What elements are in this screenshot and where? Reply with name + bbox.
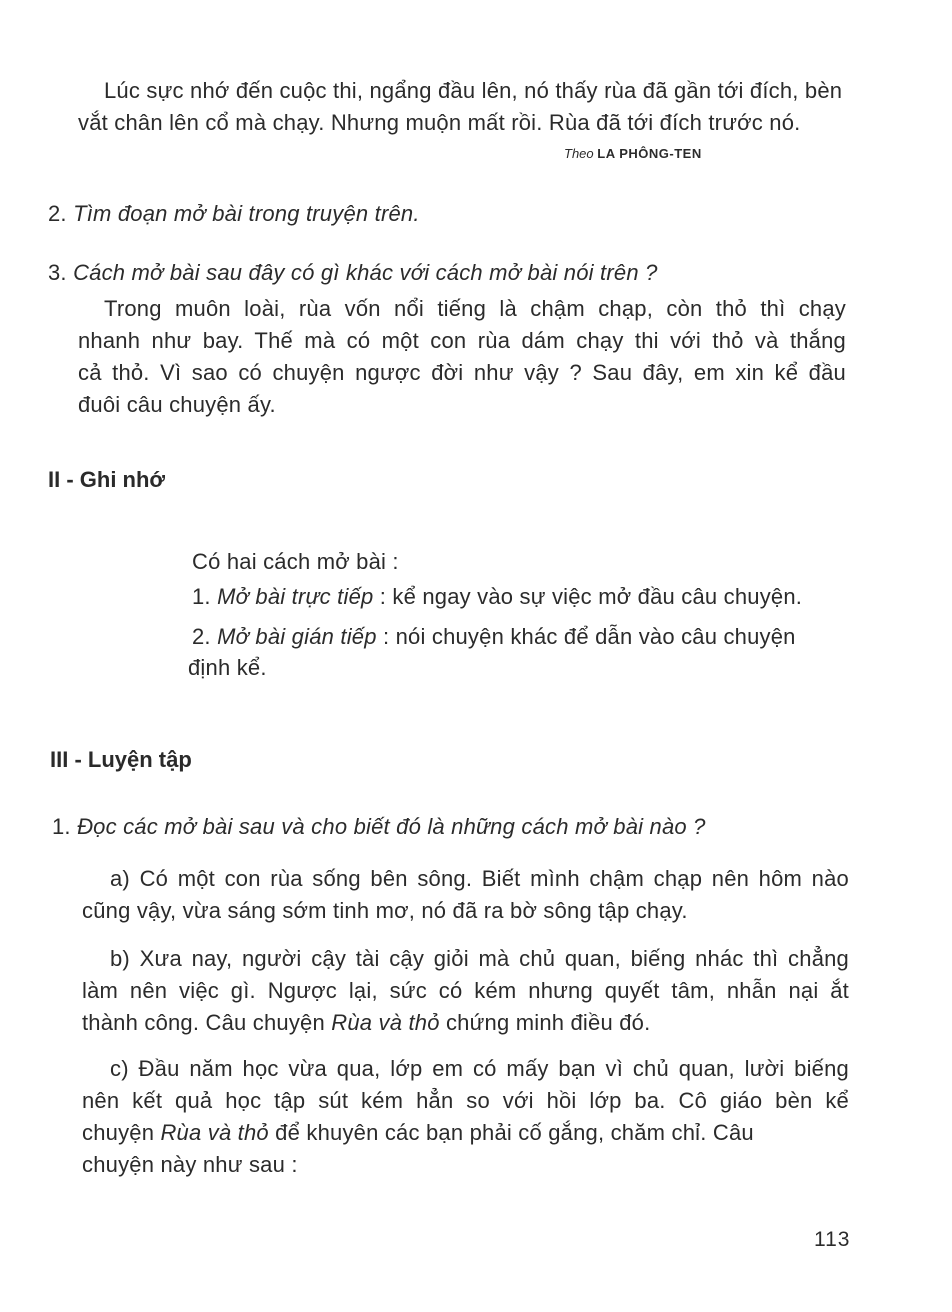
q3-passage-line-3: cả thỏ. Vì sao có chuyện ngược đời như vậy ? Sau đây, em xin kể đầu xyxy=(78,360,846,385)
option-b-line-1: b) Xưa nay, người cậy tài cậy giỏi mà chủ quan, biếng nhác thì chẳng xyxy=(110,946,849,971)
option-c-line-3 xyxy=(82,1118,754,1148)
memo-item-2-number: 2. xyxy=(192,624,211,649)
source-attribution xyxy=(564,145,702,163)
exercise-1 xyxy=(52,812,706,842)
q3-passage-line-4: đuôi câu chuyện ấy. xyxy=(78,392,276,417)
source-prefix: Theo xyxy=(564,146,594,161)
memo-item-1 xyxy=(192,582,802,612)
option-b-line-3 xyxy=(82,1008,650,1038)
option-c-line-3-pre: chuyện xyxy=(82,1120,161,1145)
option-b-story-title: Rùa và thỏ xyxy=(331,1010,440,1035)
option-a-line-1: a) Có một con rùa sống bên sông. Biết mình chậm chạp nên hôm nào xyxy=(110,866,849,891)
question-2-number: 2. xyxy=(48,201,67,226)
option-b-line-2: làm nên việc gì. Ngược lại, sức có kém nhưng quyết tâm, nhẫn nại ắt xyxy=(82,978,849,1003)
question-2 xyxy=(48,199,420,229)
exercise-1-text: Đọc các mở bài sau và cho biết đó là những cách mở bài nào ? xyxy=(77,814,706,839)
question-3-number: 3. xyxy=(48,260,67,285)
question-2-text: Tìm đoạn mở bài trong truyện trên. xyxy=(73,201,420,226)
question-3-text: Cách mở bài sau đây có gì khác với cách mở bài nói trên ? xyxy=(73,260,658,285)
option-b-line-3-pre: thành công. Câu chuyện xyxy=(82,1010,332,1035)
page-number: 113 xyxy=(814,1228,851,1251)
section-2-heading: II - Ghi nhớ xyxy=(48,467,166,492)
q3-passage-line-1: Trong muôn loài, rùa vốn nổi tiếng là chậm chạp, còn thỏ thì chạy xyxy=(104,296,846,321)
intro-line-2: vắt chân lên cổ mà chạy. Nhưng muộn mất rồi. Rùa đã tới đích trước nó. xyxy=(78,110,801,135)
question-3 xyxy=(48,258,658,288)
memo-item-2-rest: : nói chuyện khác để dẫn vào câu chuyện xyxy=(376,624,796,649)
exercise-1-number: 1. xyxy=(52,814,71,839)
option-b-line-3-post: chứng minh điều đó. xyxy=(439,1010,651,1035)
memo-item-2-line-2: định kể. xyxy=(188,655,267,680)
option-c-line-3-post: để khuyên các bạn phải cố gắng, chăm chỉ. Câu xyxy=(268,1120,754,1145)
memo-item-2 xyxy=(192,622,796,652)
q3-passage-line-2: nhanh như bay. Thế mà có một con rùa dám chạy thi với thỏ và thắng xyxy=(78,328,846,353)
section-3-heading: III - Luyện tập xyxy=(50,747,192,772)
option-c-line-1: c) Đầu năm học vừa qua, lớp em có mấy bạn vì chủ quan, lười biếng xyxy=(110,1056,849,1081)
memo-item-1-term: Mở bài trực tiếp xyxy=(217,584,374,609)
source-author: LA PHÔNG-TEN xyxy=(597,146,702,161)
memo-intro: Có hai cách mở bài : xyxy=(192,549,399,574)
memo-item-2-term: Mở bài gián tiếp xyxy=(217,624,377,649)
intro-line-1: Lúc sực nhớ đến cuộc thi, ngẩng đầu lên, nó thấy rùa đã gần tới đích, bèn xyxy=(104,78,843,103)
memo-item-1-number: 1. xyxy=(192,584,211,609)
option-c-story-title: Rùa và thỏ xyxy=(160,1120,269,1145)
option-c-line-4: chuyện này như sau : xyxy=(82,1152,298,1177)
option-a-line-2: cũng vậy, vừa sáng sớm tinh mơ, nó đã ra bờ sông tập chạy. xyxy=(82,898,688,923)
option-c-line-2: nên kết quả học tập sút kém hẳn so với hồi lớp ba. Cô giáo bèn kể xyxy=(82,1088,849,1113)
memo-item-1-rest: : kể ngay vào sự việc mở đầu câu chuyện. xyxy=(373,584,803,609)
